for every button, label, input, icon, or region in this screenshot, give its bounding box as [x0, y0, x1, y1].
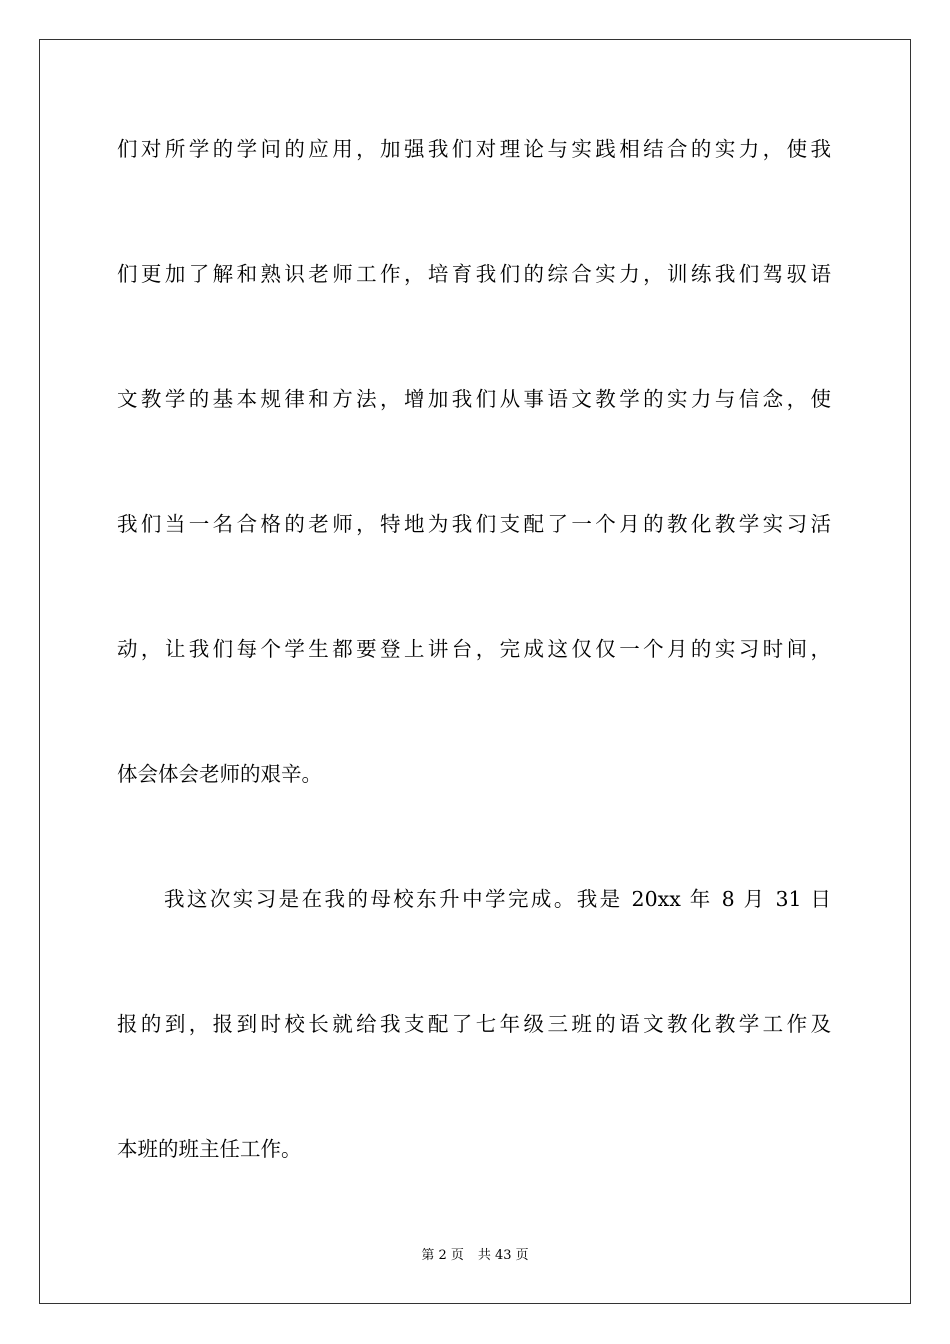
- body-text-line: 文教学的基本规律和方法，增加我们从事语文教学的实力与信念，使: [117, 387, 831, 411]
- body-text-line: 我们当一名合格的老师，特地为我们支配了一个月的教化教学实习活: [117, 512, 831, 536]
- body-text-line: 体会体会老师的艰辛。: [117, 762, 322, 786]
- total-pages: 共 43 页: [477, 1248, 529, 1263]
- body-text-line: 动，让我们每个学生都要登上讲台，完成这仅仅一个月的实习时间，: [117, 637, 831, 661]
- body-text-line: 本班的班主任工作。: [117, 1137, 302, 1161]
- body-text-line: 们对所学的学问的应用，加强我们对理论与实践相结合的实力，使我: [117, 137, 831, 161]
- page-number: 第 2 页: [421, 1248, 464, 1263]
- body-text-line: 报的到，报到时校长就给我支配了七年级三班的语文教化教学工作及: [117, 1012, 831, 1036]
- page-border: [39, 39, 911, 1304]
- page-footer: [0, 1248, 950, 1264]
- paragraph-first-line: 我这次实习是在我的母校东升中学完成。我是 20xx 年 8 月 31 日: [164, 887, 831, 911]
- body-text-line: 们更加了解和熟识老师工作，培育我们的综合实力，训练我们驾驭语: [117, 262, 831, 286]
